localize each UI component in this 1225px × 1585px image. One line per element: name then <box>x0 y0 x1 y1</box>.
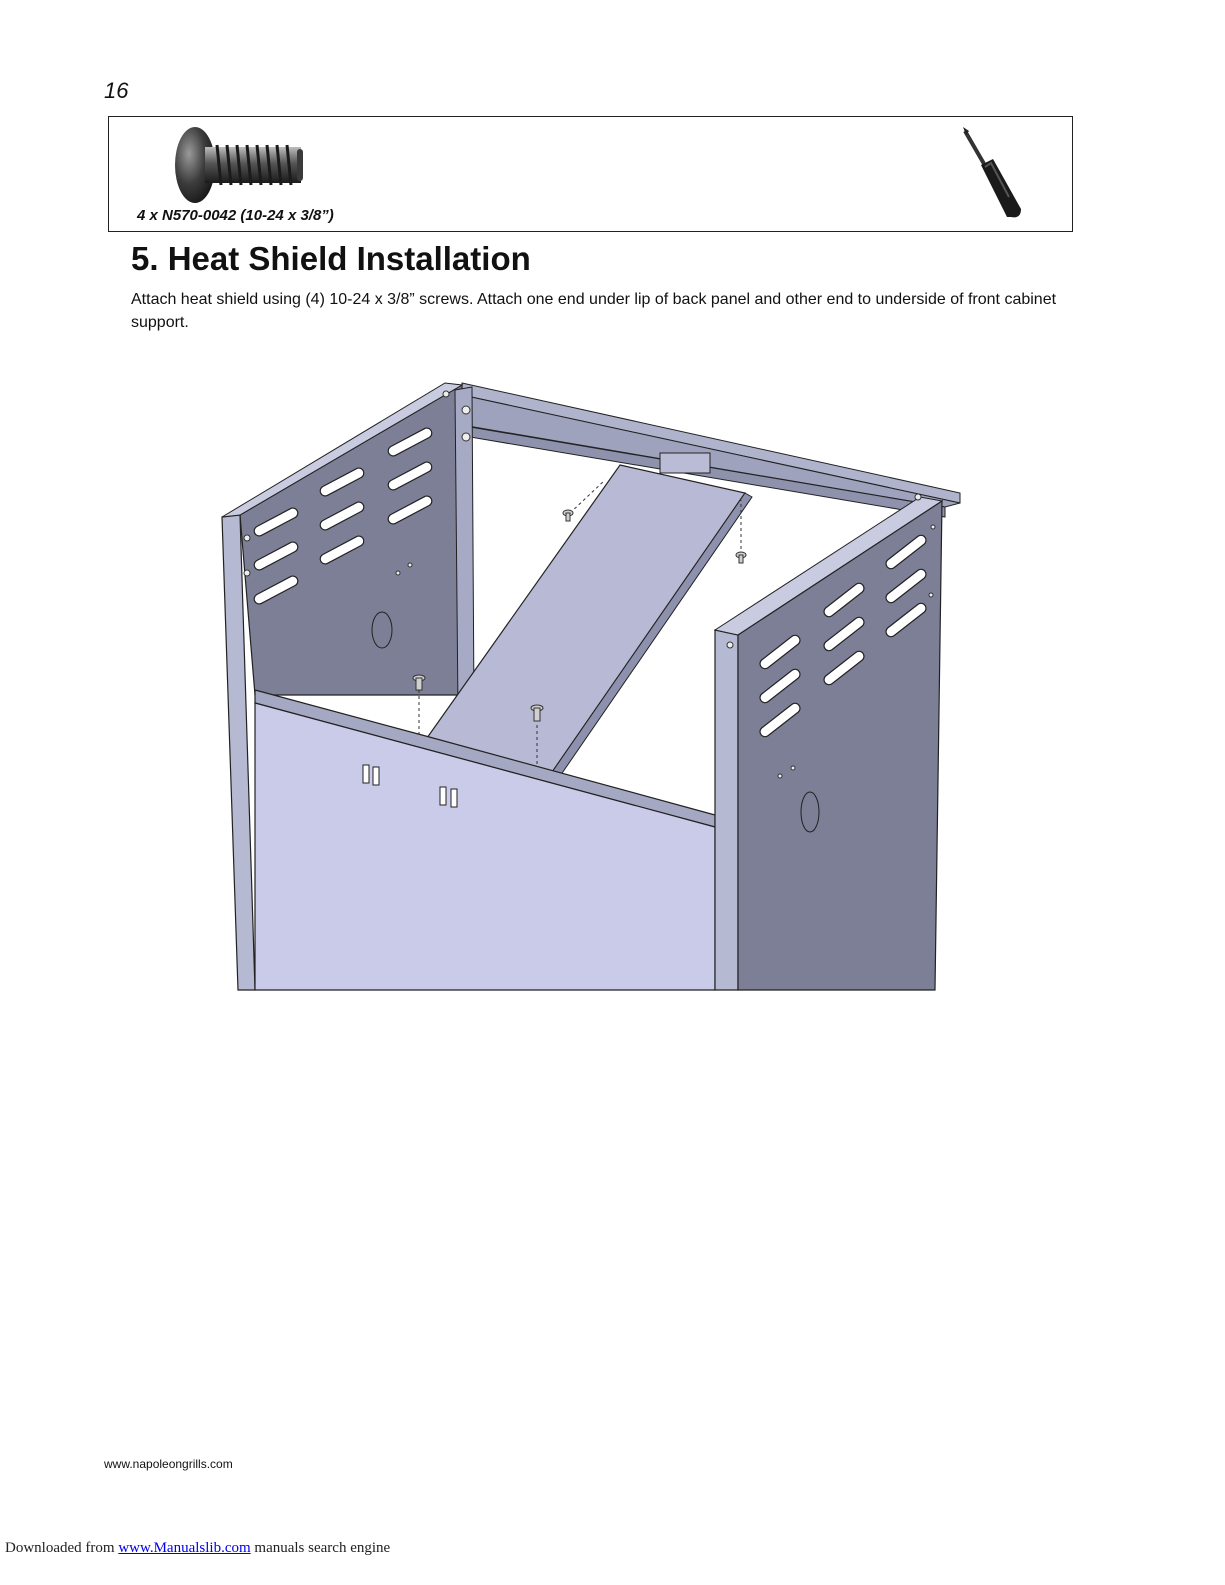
hardware-box <box>108 116 1073 232</box>
download-note <box>5 1540 390 1557</box>
instruction-text: Attach heat shield using (4) 10-24 x 3/8” screws. Attach one end under lip of back panel and other end to underside of front cabinet support. <box>131 291 1057 331</box>
download-prefix: Downloaded from <box>5 1540 119 1556</box>
manualslib-link[interactable]: www.Manualslib.com <box>118 1540 251 1556</box>
heat-shield-diagram <box>200 365 970 1000</box>
page-number: 16 <box>104 78 129 103</box>
pan-head-screw-icon <box>175 121 305 210</box>
section-title: 5. Heat Shield Installation <box>131 240 531 277</box>
footer-url: www.napoleongrills.com <box>104 1457 233 1471</box>
download-suffix: manuals search engine <box>250 1540 391 1556</box>
screwdriver-icon <box>957 127 1027 226</box>
screw-caption: 4 x N570-0042 (10-24 x 3/8”) <box>137 207 334 224</box>
